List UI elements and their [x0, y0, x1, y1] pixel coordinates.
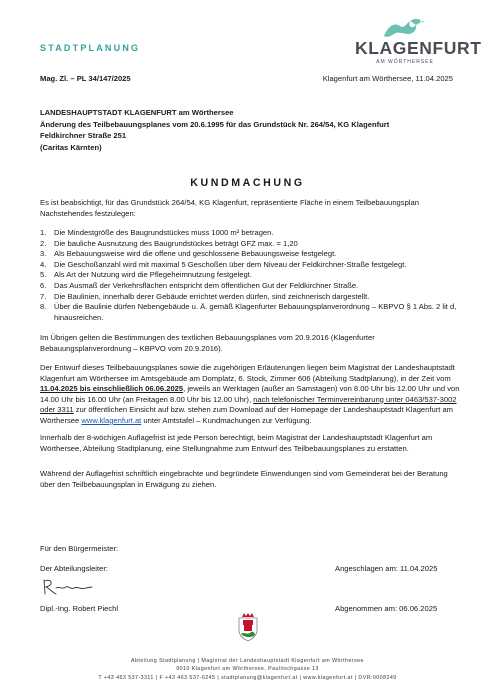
logo-name: KLAGENFURT — [355, 38, 482, 58]
subject-line: Feldkirchner Straße 251 — [40, 131, 127, 141]
signature-intro: Für den Bürgermeister: — [40, 544, 119, 553]
signatory-name: Dipl.-Ing. Robert Piechl — [40, 604, 119, 613]
list-item: 8. Über die Baulinie dürfen Nebengebäude u. Ä. gemäß Klagenfurter Bebauungsplanverordnung – KBPVO § 1 Abs. 2 lit d, hinausreichen. — [40, 302, 457, 322]
logo-subtitle: AM WÖRTHERSEE — [376, 59, 434, 65]
list-item: 1. Die Mindestgröße des Baugrundstückes muss 1000 m² betragen. — [40, 228, 274, 237]
intro-paragraph: Es ist beabsichtigt, für das Grundstück 264/54, KG Klagenfurt, repräsentierte Fläche in einem Teilbebauungsplan Nachstehendes festzulegen: — [40, 198, 419, 218]
department-label: STADTPLANUNG — [40, 43, 141, 53]
list-item: 4. Die Geschoßanzahl wird mit maximal 5 Geschoßen über dem Niveau der Feldkirchner-Straße festgelegt. — [40, 259, 407, 269]
dragon-icon — [370, 16, 440, 40]
city-crest-icon — [237, 612, 259, 642]
footer — [0, 657, 495, 682]
list-item: 6. Das Ausmaß der Verkehrsflächen entspricht dem öffentlichen Gut der Feldkirchner Straße. — [40, 280, 359, 290]
signatory-role: Der Abteilungsleiter: — [40, 564, 108, 573]
subject-line: LANDESHAUPTSTADT KLAGENFURT am Wörthersee — [40, 108, 234, 117]
subject-line: Änderung des Teilbebauungsplanes vom 20.6.1995 für das Grundstück Nr. 264/54, KG Klagenfurt — [40, 119, 390, 129]
list-item: 5. Als Art der Nutzung wird die Pflegeheimnutzung festgelegt. — [40, 270, 252, 280]
footer-line: 9010 Klagenfurt am Wörthersee, Paulitschgasse 13 — [176, 666, 319, 673]
inspection-period: 11.04.2025 bis einschließlich 06.06.2025 — [40, 384, 184, 394]
removed-date: Abgenommen am: 06.06.2025 — [335, 604, 438, 613]
objections-paragraph: Während der Auflagefrist schriftlich eingebrachte und begründete Einwendungen sind vom Gemeinderat bei der Beratung über den Teilbebauungsplan in Erwägung zu ziehen. — [40, 469, 448, 489]
subject-block — [40, 107, 389, 153]
appointment-note: nach telefonischer Terminvereinbarung unter 0463/537-3002 oder 3311 — [40, 394, 457, 415]
footer-line: T +43 463 537-3311 | F +43 463 537-6245 | stadtplanung@klagenfurt.at | www.klagenfurt.at | DVR:0008249 — [98, 674, 397, 681]
list-item: 3. Als Bebauungsweise wird die offene und geschlossene Bebauungsweise festgelegt. — [40, 249, 337, 259]
homepage-link[interactable]: www.klagenfurt.at — [81, 415, 142, 425]
document-title: KUNDMACHUNG — [190, 177, 305, 189]
reference-number: Mag. Zl. – PL 34/147/2025 — [40, 74, 131, 83]
provisions-list — [40, 228, 465, 323]
handwritten-signature — [40, 576, 100, 598]
subject-line: (Caritas Kärnten) — [40, 142, 102, 152]
inspection-paragraph: Der Entwurf dieses Teilbebauungsplanes sowie die zugehörigen Erläuterungen liegen beim Magistrat der Landeshauptstadt Klagenfurt am Wörthersee im Amtsgebäude am Domplatz, 6. Stock, Zimmer 606 (Abteilung Stadtplanung), in der Zeit vom 11.04.2025 bis einschließlich 06.06.2025, jeweils an Werktagen (außer an Samstagen) von 8.00 Uhr bis 12.00 Uhr und von 14.00 Uhr bis 16.00 Uhr (an Freitagen 8.00 Uhr bis 12.00 Uhr), nach telefonischer Terminvereinbarung unter 0463/537-3002 oder 3311 zur öffentlichen Einsicht auf bzw. stehen zum Download auf der Homepage der Landeshauptstadt Klagenfurt am Wörthersee www.klagenfurt.at unter Amtstafel – Kundmachungen zur Verfügung. — [40, 363, 460, 425]
list-item: 2. Die bauliche Ausnutzung des Baugrundstückes beträgt GFZ max. = 1,20 — [40, 238, 298, 248]
footer-line: Abteilung Stadtplanung | Magistrat der Landeshauptstadt Klagenfurt am Wörthersee — [131, 658, 364, 664]
posted-date: Angeschlagen am: 11.04.2025 — [335, 564, 438, 573]
list-item: 7. Die Baulinien, innerhalb derer Gebäude errichtet werden dürfen, sind zeichnerisch dargestellt. — [40, 291, 370, 301]
statement-paragraph: Innerhalb der 8-wöchigen Auflagefrist ist jede Person berechtigt, beim Magistrat der Landeshauptstadt Klagenfurt am Wörthersee, Abteilung Stadtplanung, eine Stellungnahme zum Entwurf des Teilbebauungsplanes zu erstatten. — [40, 433, 433, 453]
city-logo — [355, 16, 482, 68]
place-date: Klagenfurt am Wörthersee, 11.04.2025 — [322, 74, 453, 83]
regulations-paragraph: Im Übrigen gelten die Bestimmungen des textlichen Bebauungsplanes vom 20.9.2016 (Klagenfurter Bebauungsplanverordnung – KBPVO vom 20.9.2016). — [40, 333, 375, 353]
